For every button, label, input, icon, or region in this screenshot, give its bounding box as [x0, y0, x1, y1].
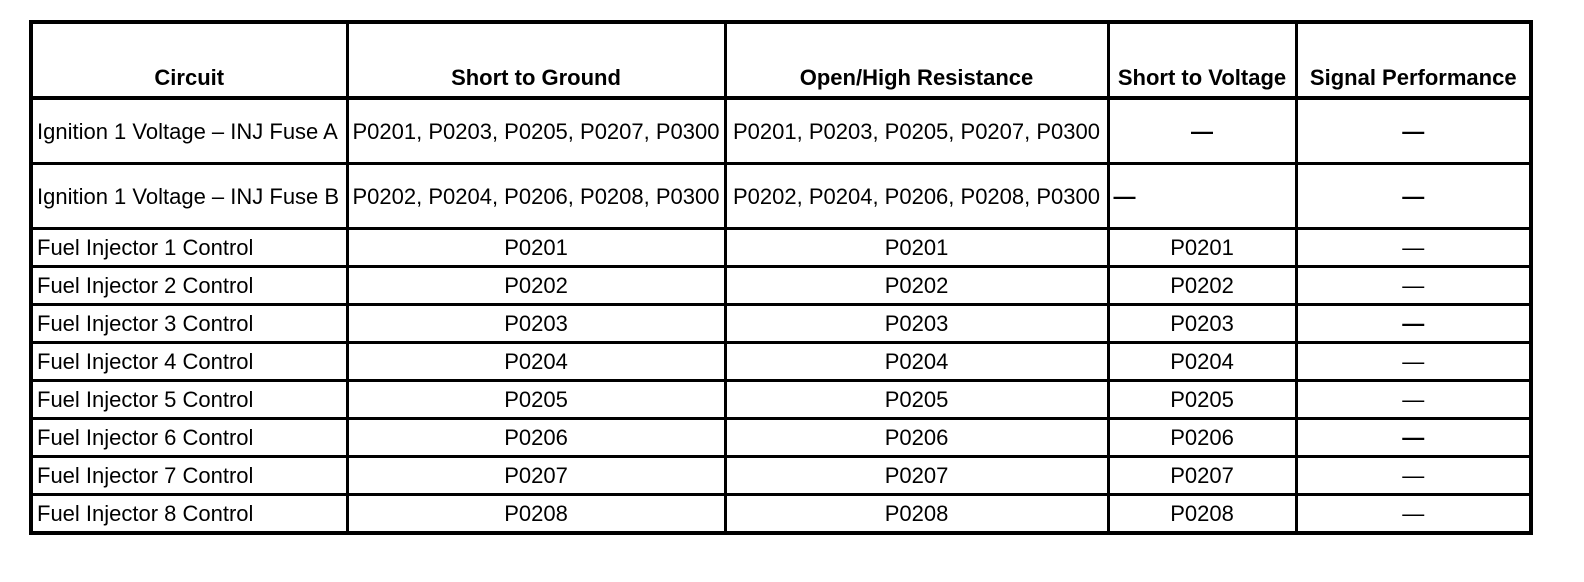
signal-performance-cell: —	[1296, 343, 1531, 381]
header-short-to-ground: Short to Ground	[347, 22, 725, 98]
short-to-ground-cell: P0205	[347, 381, 725, 419]
circuit-cell: Fuel Injector 1 Control	[31, 229, 347, 267]
table-row	[31, 343, 1531, 381]
signal-performance-cell: —	[1296, 267, 1531, 305]
open-high-resistance-cell: P0201	[725, 229, 1108, 267]
signal-performance-cell: —	[1296, 164, 1531, 229]
short-to-voltage-cell: —	[1108, 164, 1296, 229]
table-row	[31, 229, 1531, 267]
short-to-voltage-cell: P0202	[1108, 267, 1296, 305]
short-to-voltage-cell: P0207	[1108, 457, 1296, 495]
header-short-to-voltage: Short to Voltage	[1108, 22, 1296, 98]
short-to-ground-cell: P0203	[347, 305, 725, 343]
header-open-high-resistance: Open/High Resistance	[725, 22, 1108, 98]
table-row	[31, 457, 1531, 495]
header-circuit: Circuit	[31, 22, 347, 98]
circuit-cell: Ignition 1 Voltage – INJ Fuse A	[31, 98, 347, 164]
signal-performance-cell: —	[1296, 457, 1531, 495]
short-to-ground-cell: P0206	[347, 419, 725, 457]
table-row	[31, 305, 1531, 343]
signal-performance-cell: —	[1296, 229, 1531, 267]
short-to-ground-cell: P0207	[347, 457, 725, 495]
circuit-cell: Fuel Injector 2 Control	[31, 267, 347, 305]
open-high-resistance-cell: P0201, P0203, P0205, P0207, P0300	[725, 98, 1108, 164]
signal-performance-cell: —	[1296, 305, 1531, 343]
short-to-voltage-cell: P0208	[1108, 495, 1296, 534]
table-row	[31, 419, 1531, 457]
table-row	[31, 381, 1531, 419]
short-to-voltage-cell: P0204	[1108, 343, 1296, 381]
short-to-ground-cell: P0204	[347, 343, 725, 381]
signal-performance-cell: —	[1296, 495, 1531, 534]
table-row	[31, 495, 1531, 534]
short-to-ground-cell: P0202	[347, 267, 725, 305]
circuit-cell: Ignition 1 Voltage – INJ Fuse B	[31, 164, 347, 229]
short-to-ground-cell: P0201	[347, 229, 725, 267]
table-header-row	[31, 22, 1531, 98]
open-high-resistance-cell: P0207	[725, 457, 1108, 495]
open-high-resistance-cell: P0204	[725, 343, 1108, 381]
open-high-resistance-cell: P0203	[725, 305, 1108, 343]
short-to-ground-cell: P0208	[347, 495, 725, 534]
short-to-voltage-cell: P0203	[1108, 305, 1296, 343]
circuit-cell: Fuel Injector 7 Control	[31, 457, 347, 495]
short-to-voltage-cell: P0201	[1108, 229, 1296, 267]
short-to-voltage-cell: —	[1108, 98, 1296, 164]
signal-performance-cell: —	[1296, 98, 1531, 164]
table-row	[31, 164, 1531, 229]
circuit-cell: Fuel Injector 3 Control	[31, 305, 347, 343]
circuit-cell: Fuel Injector 6 Control	[31, 419, 347, 457]
open-high-resistance-cell: P0202	[725, 267, 1108, 305]
table-row	[31, 267, 1531, 305]
dtc-circuit-table	[29, 20, 1533, 535]
circuit-cell: Fuel Injector 5 Control	[31, 381, 347, 419]
short-to-voltage-cell: P0205	[1108, 381, 1296, 419]
open-high-resistance-cell: P0206	[725, 419, 1108, 457]
signal-performance-cell: —	[1296, 381, 1531, 419]
circuit-cell: Fuel Injector 4 Control	[31, 343, 347, 381]
short-to-ground-cell: P0202, P0204, P0206, P0208, P0300	[347, 164, 725, 229]
open-high-resistance-cell: P0205	[725, 381, 1108, 419]
short-to-ground-cell: P0201, P0203, P0205, P0207, P0300	[347, 98, 725, 164]
table-row	[31, 98, 1531, 164]
open-high-resistance-cell: P0202, P0204, P0206, P0208, P0300	[725, 164, 1108, 229]
header-signal-performance: Signal Performance	[1296, 22, 1531, 98]
circuit-cell: Fuel Injector 8 Control	[31, 495, 347, 534]
open-high-resistance-cell: P0208	[725, 495, 1108, 534]
signal-performance-cell: —	[1296, 419, 1531, 457]
short-to-voltage-cell: P0206	[1108, 419, 1296, 457]
